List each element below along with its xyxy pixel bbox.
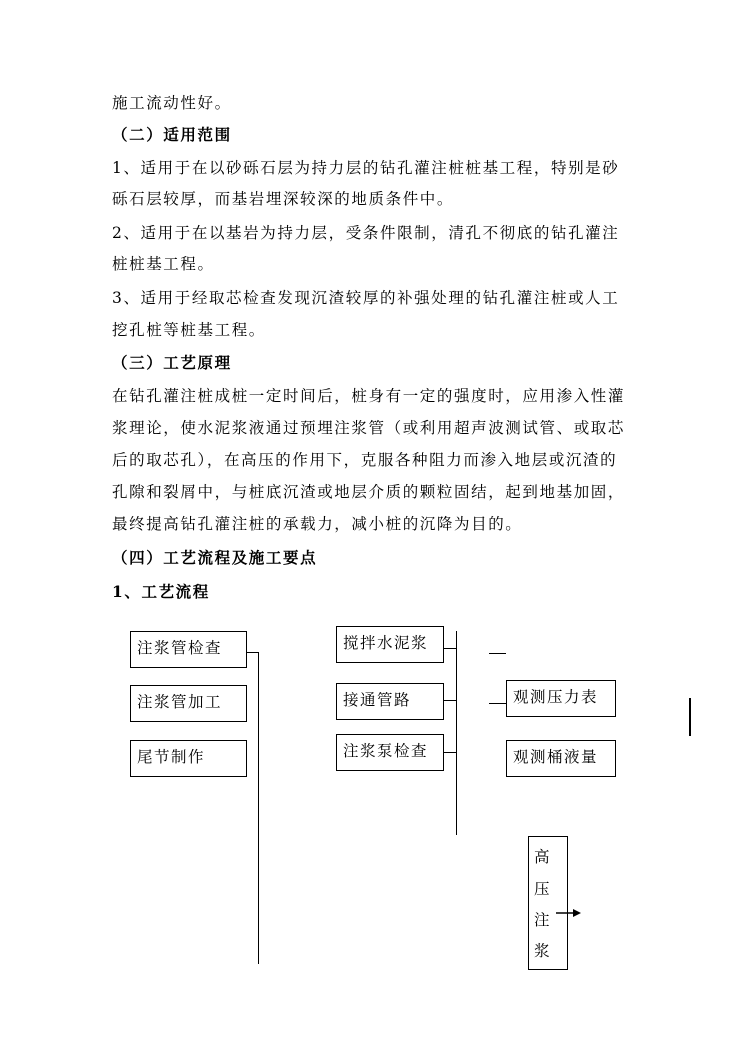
paragraph-line: 挖孔桩等桩基工程。	[112, 321, 266, 339]
connector-line	[444, 700, 456, 701]
flow-box: 注浆管加工	[130, 685, 247, 722]
final-char: 注	[534, 911, 552, 929]
connector-line	[247, 652, 258, 653]
paragraph-line: 施工流动性好。	[112, 94, 232, 112]
final-char: 浆	[534, 942, 552, 960]
paragraph-line: 后的取芯孔），在高压的作用下，克服各种阻力而渗入地层或沉渣的	[112, 451, 618, 469]
connector-line	[444, 648, 456, 649]
section-heading: （三）工艺原理	[112, 353, 232, 372]
paragraph-line: 砾石层较厚，而基岩埋深较深的地质条件中。	[112, 190, 455, 208]
flow-box-final	[528, 836, 568, 970]
arrow-right-icon	[556, 906, 582, 920]
flow-box: 接通管路	[336, 683, 444, 720]
connector-line	[444, 752, 456, 753]
flow-box: 注浆管检查	[130, 631, 247, 668]
flow-box: 搅拌水泥浆	[336, 626, 444, 663]
section-heading: 1、工艺流程	[112, 582, 210, 601]
flow-box: 注浆泵检查	[336, 734, 444, 771]
final-char: 高	[534, 848, 552, 866]
paragraph-line: 3、适用于经取芯检查发现沉渣较厚的补强处理的钻孔灌注桩或人工	[112, 289, 620, 307]
connector-line	[258, 652, 259, 964]
paragraph-line: 2、适用于在以基岩为持力层，受条件限制，清孔不彻底的钻孔灌注	[112, 224, 620, 242]
flow-box: 观测桶液量	[506, 740, 616, 777]
paragraph-line: 孔隙和裂屑中，与桩底沉渣或地层介质的颗粒固结，起到地基加固，	[112, 483, 626, 501]
connector-line	[456, 631, 457, 835]
connector-line	[689, 698, 691, 736]
final-char: 压	[534, 880, 552, 898]
connector-line	[489, 703, 506, 704]
paragraph-line: 桩桩基工程。	[112, 255, 215, 273]
paragraph-line: 在钻孔灌注桩成桩一定时间后，桩身有一定的强度时，应用渗入性灌	[112, 387, 626, 405]
paragraph-line: 浆理论，使水泥浆液通过预埋注浆管（或利用超声波测试管、或取芯	[112, 419, 626, 437]
paragraph-line: 最终提高钻孔灌注桩的承载力，减小桩的沉降为目的。	[112, 515, 523, 533]
paragraph-line: 1、适用于在以砂砾石层为持力层的钻孔灌注桩桩基工程，特别是砂	[112, 159, 620, 177]
section-heading: （二）适用范围	[112, 125, 232, 144]
section-heading: （四）工艺流程及施工要点	[112, 548, 318, 567]
connector-line	[489, 653, 506, 654]
flow-box: 观测压力表	[506, 680, 616, 717]
flow-box: 尾节制作	[130, 740, 247, 777]
